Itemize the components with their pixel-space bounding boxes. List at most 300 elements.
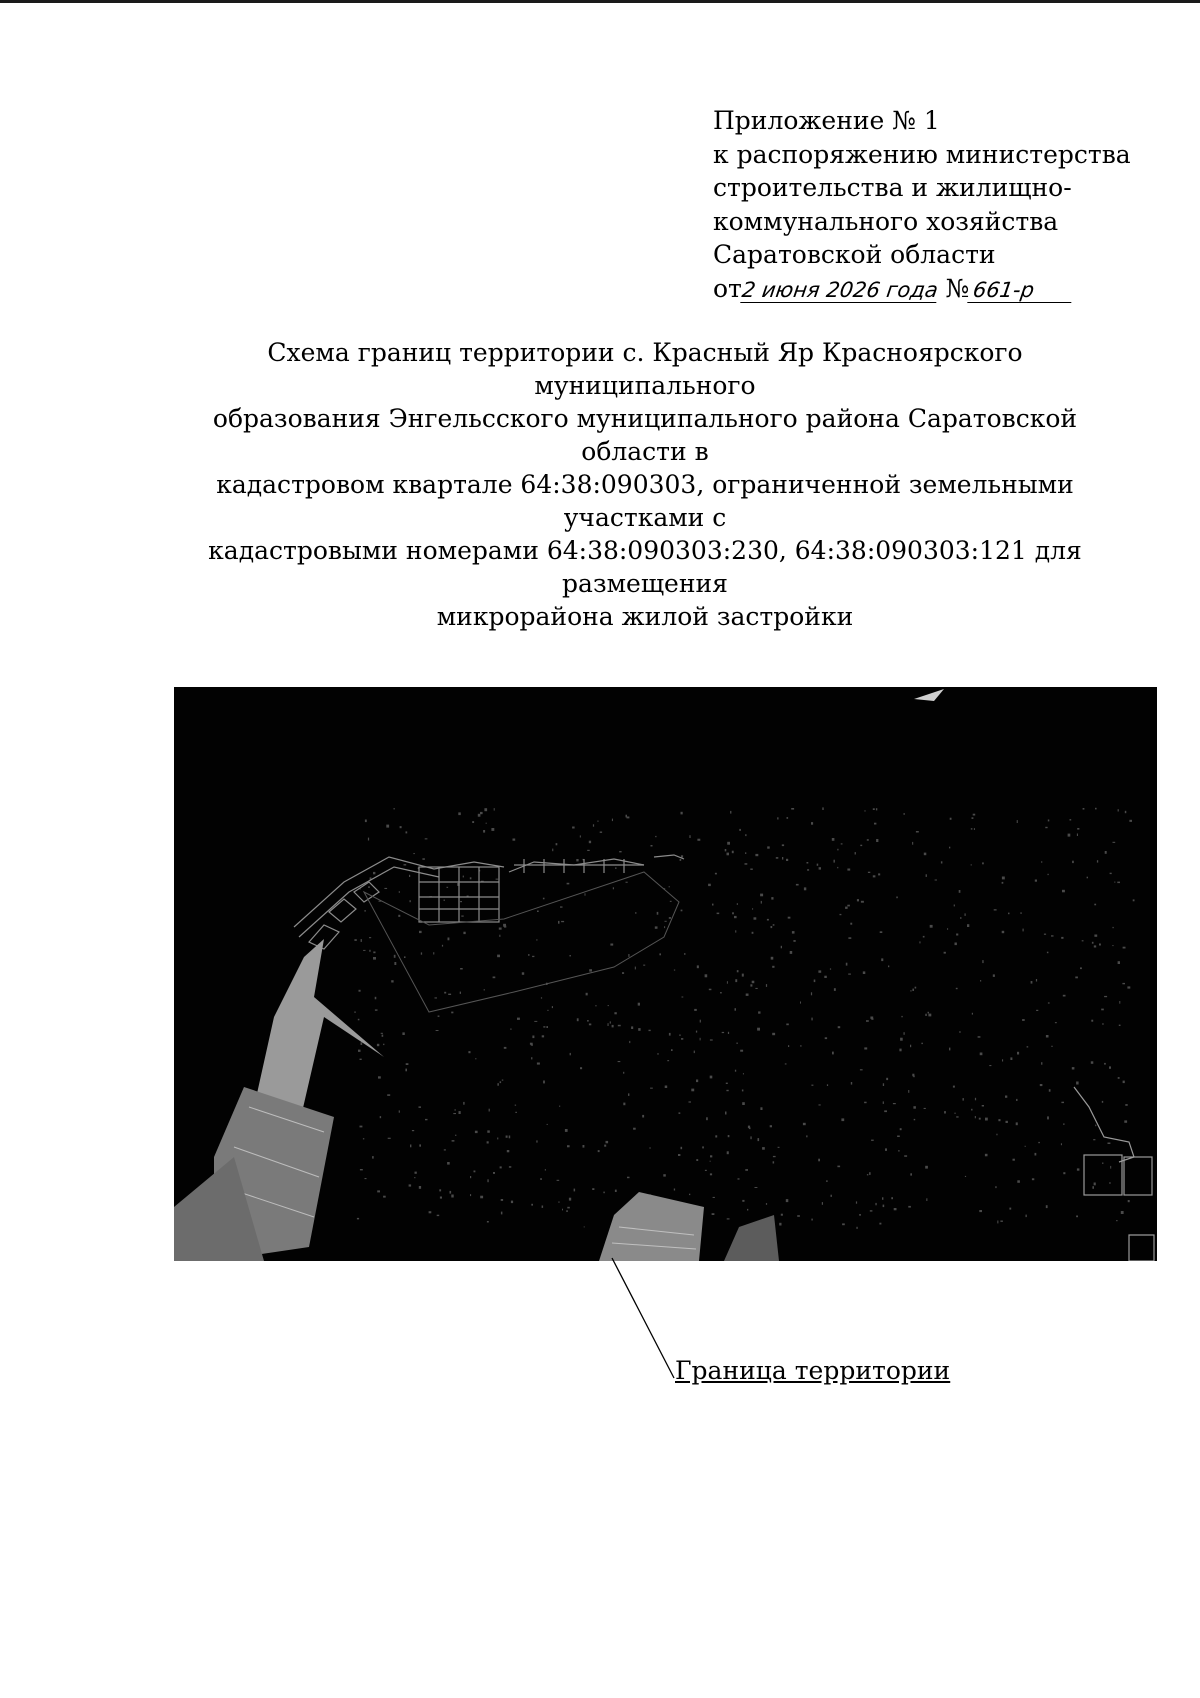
terrain-speck [860, 845, 862, 846]
terrain-speck [696, 1159, 698, 1161]
terrain-speck [576, 859, 578, 861]
terrain-speck [715, 873, 717, 875]
terrain-speck [712, 1213, 715, 1215]
terrain-speck [507, 1150, 510, 1152]
terrain-speck [845, 907, 848, 909]
terrain-speck [924, 853, 927, 856]
terrain-speck [696, 1080, 698, 1083]
terrain-speck [372, 1156, 374, 1159]
terrain-speck [669, 1033, 671, 1036]
terrain-speck [618, 1061, 621, 1062]
terrain-speck [369, 937, 371, 938]
terrain-speck [841, 1118, 844, 1121]
terrain-speck [412, 1130, 414, 1131]
terrain-speck [440, 1197, 442, 1199]
terrain-speck [746, 994, 749, 996]
terrain-speck [357, 1218, 359, 1220]
terrain-speck [478, 814, 481, 817]
terrain-speck [635, 967, 636, 970]
terrain-speck [867, 1174, 868, 1175]
terrain-speck [720, 992, 722, 993]
terrain-speck [876, 808, 877, 810]
terrain-speck [598, 1150, 600, 1152]
title-line-5: микрорайона жилой застройки [436, 602, 854, 631]
terrain-speck [766, 1203, 767, 1205]
terrain-speck [365, 1178, 367, 1179]
terrain-speck [710, 1076, 713, 1079]
terrain-speck [870, 1210, 873, 1211]
terrain-speck [410, 1145, 411, 1148]
terrain-speck [373, 952, 375, 954]
terrain-speck [963, 1098, 964, 1101]
boundary-legend-label: Граница территории [675, 1356, 951, 1385]
terrain-speck [623, 1103, 625, 1106]
appendix-header [713, 104, 1133, 305]
terrain-speck [542, 1035, 544, 1037]
terrain-speck [856, 1201, 857, 1203]
terrain-speck [406, 831, 408, 833]
terrain-speck [532, 1036, 534, 1039]
terrain-speck [900, 1038, 903, 1041]
terrain-speck [781, 946, 782, 949]
terrain-speck [885, 1148, 887, 1151]
terrain-speck [422, 858, 425, 860]
terrain-speck [954, 905, 955, 907]
terrain-speck [737, 1043, 738, 1045]
terrain-speck [710, 1039, 713, 1040]
terrain-speck [848, 974, 851, 975]
terrain-speck [557, 1180, 560, 1181]
terrain-speck [985, 1118, 988, 1121]
terrain-speck [378, 1076, 381, 1078]
terrain-speck [728, 1135, 730, 1137]
terrain-speck [655, 926, 658, 928]
terrain-speck [1110, 873, 1112, 874]
terrain-speck [811, 992, 812, 995]
terrain-speck [979, 1210, 982, 1212]
terrain-speck [1127, 986, 1130, 988]
terrain-speck [871, 1140, 874, 1141]
terrain-speck [1101, 1009, 1104, 1011]
terrain-speck [705, 1170, 707, 1171]
terrain-speck [1094, 1183, 1096, 1186]
terrain-speck [562, 1209, 563, 1211]
terrain-speck [369, 950, 370, 952]
terrain-speck [674, 1189, 675, 1191]
terrain-speck [696, 1031, 697, 1033]
terrain-speck [534, 1021, 537, 1022]
terrain-speck [455, 1135, 456, 1136]
terrain-speck [960, 917, 961, 919]
terrain-speck [1027, 1046, 1029, 1047]
terrain-speck [752, 981, 755, 984]
terrain-speck [735, 1070, 736, 1072]
date-prefix: от [713, 273, 742, 303]
terrain-speck [737, 903, 738, 905]
terrain-speck [589, 969, 592, 971]
terrain-speck [651, 845, 653, 847]
terrain-speck [517, 1018, 520, 1020]
terrain-speck [1125, 811, 1127, 813]
terrain-speck [980, 1053, 983, 1056]
terrain-speck [928, 1014, 931, 1017]
terrain-speck [546, 1026, 548, 1028]
terrain-speck [822, 807, 823, 810]
terrain-speck [1036, 1010, 1038, 1011]
terrain-speck [433, 952, 434, 954]
terrain-speck [383, 1196, 386, 1198]
terrain-speck [572, 827, 575, 829]
terrain-speck [807, 869, 809, 871]
terrain-speck [585, 893, 586, 895]
terrain-speck [935, 880, 937, 881]
terrain-speck [745, 863, 748, 865]
terrain-speck [772, 966, 774, 968]
terrain-speck [811, 1085, 813, 1086]
terrain-speck [827, 1084, 828, 1086]
terrain-speck [1047, 952, 1049, 954]
terrain-speck [436, 1030, 439, 1031]
terrain-speck [419, 1186, 421, 1189]
terrain-speck [663, 1174, 666, 1176]
terrain-speck [409, 875, 410, 877]
terrain-speck [882, 1197, 883, 1200]
terrain-speck [681, 1147, 683, 1149]
terrain-speck [912, 989, 914, 991]
terrain-speck [545, 1169, 546, 1170]
terrain-speck [1076, 1216, 1078, 1218]
terrain-speck [930, 925, 933, 928]
terrain-speck [1077, 1168, 1080, 1170]
terrain-speck [447, 1162, 450, 1165]
terrain-speck [614, 1012, 616, 1014]
terrain-speck [540, 1178, 542, 1180]
terrain-speck [876, 839, 878, 842]
terrain-speck [558, 921, 560, 924]
appendix-line-5: Саратовской области [713, 240, 996, 269]
terrain-speck [722, 1032, 724, 1033]
terrain-speck [487, 1179, 488, 1182]
terrain-speck [866, 1020, 869, 1022]
terrain-speck [494, 808, 495, 811]
terrain-speck [715, 1135, 717, 1137]
terrain-speck [713, 1197, 715, 1198]
terrain-speck [635, 912, 637, 913]
terrain-speck [758, 1011, 760, 1013]
terrain-speck [681, 812, 683, 815]
appendix-line-4: коммунального хозяйства [713, 206, 1059, 236]
terrain-speck [846, 963, 848, 966]
terrain-speck [567, 1207, 570, 1209]
terrain-speck [1016, 1099, 1017, 1101]
handwritten-date: 2 июня 2026 года [740, 277, 940, 302]
terrain-speck [916, 831, 919, 833]
terrain-speck [515, 1112, 517, 1113]
terrain-speck [460, 992, 461, 994]
terrain-speck [410, 900, 411, 902]
terrain-speck [475, 1131, 478, 1133]
terrain-speck [910, 1173, 912, 1175]
terrain-speck [879, 1223, 881, 1225]
terrain-speck [826, 1180, 827, 1182]
terrain-speck [1094, 904, 1096, 906]
terrain-speck [857, 899, 859, 901]
terrain-speck [643, 965, 645, 966]
terrain-speck [824, 976, 827, 978]
terrain-speck [1025, 1146, 1026, 1147]
terrain-speck [834, 860, 835, 863]
terrain-speck [461, 916, 463, 917]
terrain-speck [847, 905, 850, 907]
terrain-speck [627, 1177, 630, 1179]
terrain-speck [448, 994, 451, 995]
terrain-speck [593, 824, 594, 826]
appendix-line-1: Приложение № 1 [713, 106, 940, 135]
terrain-speck [589, 1024, 591, 1026]
terrain-speck [1095, 1125, 1096, 1127]
terrain-speck [513, 839, 516, 841]
terrain-speck [583, 1145, 585, 1148]
terrain-speck [603, 1192, 604, 1194]
terrain-speck [398, 915, 400, 917]
terrain-speck [742, 1102, 745, 1105]
terrain-speck [1002, 931, 1005, 933]
terrain-speck [463, 1102, 464, 1105]
terrain-speck [354, 1012, 356, 1013]
terrain-speck [788, 917, 791, 919]
terrain-speck [772, 1033, 775, 1035]
terrain-speck [541, 997, 542, 998]
terrain-speck [444, 992, 446, 994]
terrain-speck [1062, 890, 1065, 893]
terrain-speck [384, 888, 387, 889]
terrain-speck [1109, 1066, 1111, 1068]
terrain-speck [771, 957, 774, 960]
terrain-speck [786, 859, 788, 861]
terrain-speck [358, 1050, 361, 1052]
terrain-speck [510, 1029, 512, 1030]
terrain-speck [804, 887, 806, 890]
terrain-speck [1002, 1059, 1003, 1061]
appendix-line-3: строительства и жилищно- [713, 173, 1072, 202]
terrain-speck [867, 839, 869, 841]
terrain-speck [447, 887, 449, 888]
terrain-speck [727, 1218, 730, 1219]
terrain-speck [807, 862, 809, 864]
terrain-speck [921, 1043, 923, 1044]
terrain-speck [592, 1188, 594, 1190]
terrain-speck [972, 817, 974, 819]
terrain-speck [1017, 1180, 1020, 1183]
terrain-speck [818, 1159, 820, 1162]
terrain-speck [965, 913, 966, 916]
terrain-speck [373, 957, 376, 960]
terrain-speck [830, 968, 831, 969]
terrain-speck [1005, 1096, 1007, 1098]
title-line-2: образования Энгельсского муниципального района Саратовской области в [212, 404, 1078, 466]
terrain-speck [375, 1009, 378, 1010]
terrain-speck [515, 1105, 516, 1106]
terrain-speck [971, 864, 972, 865]
terrain-speck [745, 834, 746, 836]
terrain-speck [950, 818, 952, 820]
terrain-speck [926, 1198, 927, 1201]
terrain-speck [778, 1147, 780, 1148]
terrain-speck [472, 821, 474, 823]
terrain-speck [710, 1161, 711, 1162]
terrain-speck [725, 849, 727, 851]
terrain-speck [712, 904, 714, 906]
terrain-speck [681, 910, 683, 912]
terrain-speck [419, 931, 422, 933]
terrain-speck [1041, 1062, 1042, 1065]
terrain-speck [1118, 961, 1120, 964]
terrain-speck [650, 1088, 653, 1089]
terrain-speck [504, 1047, 507, 1049]
terrain-speck [996, 1134, 997, 1136]
terrain-speck [509, 1136, 511, 1139]
terrain-speck [501, 1199, 503, 1201]
terrain-speck [1122, 983, 1125, 984]
terrain-speck [998, 1119, 1000, 1121]
terrain-speck [574, 1189, 576, 1192]
terrain-speck [486, 823, 487, 824]
terrain-speck [727, 1151, 729, 1154]
terrain-speck [904, 1032, 905, 1035]
terrain-speck [484, 989, 485, 990]
terrain-speck [404, 956, 406, 958]
terrain-speck [841, 843, 843, 844]
terrain-speck [547, 1010, 548, 1011]
terrain-speck [650, 1147, 651, 1148]
terrain-speck [377, 1190, 380, 1192]
terrain-speck [925, 1014, 927, 1016]
terrain-speck [742, 1090, 744, 1092]
terrain-speck [1061, 1143, 1062, 1145]
terrain-speck [597, 821, 598, 822]
terrain-speck [912, 842, 913, 845]
terrain-speck [365, 820, 367, 823]
terrain-speck [760, 894, 763, 897]
terrain-speck [1117, 882, 1120, 884]
terrain-speck [628, 954, 629, 957]
appendix-line-2: к распоряжению министерства [713, 139, 1131, 169]
terrain-speck [967, 924, 969, 927]
terrain-speck [910, 990, 912, 991]
terrain-speck [1076, 1082, 1079, 1085]
terrain-speck [375, 997, 377, 1000]
terrain-speck [817, 864, 819, 866]
terrain-speck [770, 1125, 772, 1127]
terrain-speck [923, 936, 925, 938]
terrain-speck [1112, 945, 1113, 946]
terrain-speck [819, 867, 821, 869]
terrain-speck [771, 897, 773, 900]
terrain-speck [613, 887, 614, 889]
terrain-speck [619, 851, 621, 852]
terrain-speck [1116, 1220, 1118, 1221]
terrain-speck [859, 1214, 861, 1216]
terrain-speck [642, 1115, 644, 1118]
terrain-speck [618, 1025, 621, 1027]
terrain-speck [732, 912, 734, 914]
terrain-speck [451, 1195, 453, 1198]
terrain-speck [373, 872, 375, 874]
terrain-speck [580, 835, 581, 837]
terrain-speck [875, 1203, 876, 1205]
terrain-speck [737, 970, 739, 972]
terrain-speck [589, 841, 591, 844]
terrain-speck [955, 943, 957, 946]
terrain-speck [671, 1049, 673, 1051]
terrain-speck [681, 1038, 683, 1040]
terrain-speck [837, 1166, 840, 1168]
terrain-speck [896, 897, 898, 899]
terrain-speck [954, 1113, 956, 1114]
terrain-speck [1070, 819, 1072, 820]
terrain-speck [659, 953, 661, 955]
terrain-speck [1061, 937, 1063, 939]
terrain-speck [377, 1044, 379, 1046]
terrain-speck [437, 1215, 440, 1216]
terrain-speck [978, 1036, 981, 1038]
terrain-speck [665, 1086, 668, 1089]
terrain-speck [460, 901, 462, 902]
terrain-speck [926, 874, 927, 877]
terrain-speck [669, 917, 671, 919]
terrain-speck [680, 859, 682, 861]
terrain-speck [595, 1005, 597, 1006]
terrain-speck [771, 926, 773, 928]
terrain-speck [405, 1069, 407, 1072]
terrain-speck [1097, 860, 1098, 862]
terrain-speck [493, 1172, 495, 1174]
terrain-speck [1072, 1067, 1075, 1069]
terrain-speck [1008, 913, 1010, 915]
terrain-speck [558, 1202, 559, 1203]
terrain-speck [460, 968, 463, 970]
terrain-speck [354, 939, 356, 941]
terrain-speck [1048, 820, 1050, 822]
terrain-speck [1123, 947, 1126, 949]
terrain-speck [500, 1166, 502, 1168]
terrain-speck [438, 1016, 440, 1017]
terrain-speck [832, 838, 835, 841]
terrain-speck [974, 828, 975, 830]
terrain-speck [530, 1043, 533, 1045]
terrain-speck [928, 1012, 930, 1014]
terrain-speck [604, 1145, 606, 1147]
terrain-speck [908, 1206, 911, 1208]
terrain-speck [745, 852, 746, 854]
terrain-speck [421, 952, 422, 954]
terrain-speck [908, 1090, 909, 1093]
terrain-speck [904, 813, 905, 815]
terrain-speck [402, 1032, 404, 1035]
terrain-speck [913, 1106, 916, 1109]
title-line-1: Схема границ территории с. Красный Яр Красноярского муниципального [267, 338, 1023, 400]
terrain-speck [891, 1197, 893, 1199]
terrain-speck [382, 1035, 384, 1037]
map-image [174, 687, 1157, 1261]
terrain-speck [657, 1053, 658, 1055]
terrain-speck [971, 1109, 972, 1111]
terrain-speck [755, 1187, 758, 1188]
terrain-speck [1031, 981, 1033, 984]
terrain-speck [773, 924, 775, 926]
terrain-speck [1094, 935, 1097, 937]
terrain-speck [543, 1026, 545, 1027]
